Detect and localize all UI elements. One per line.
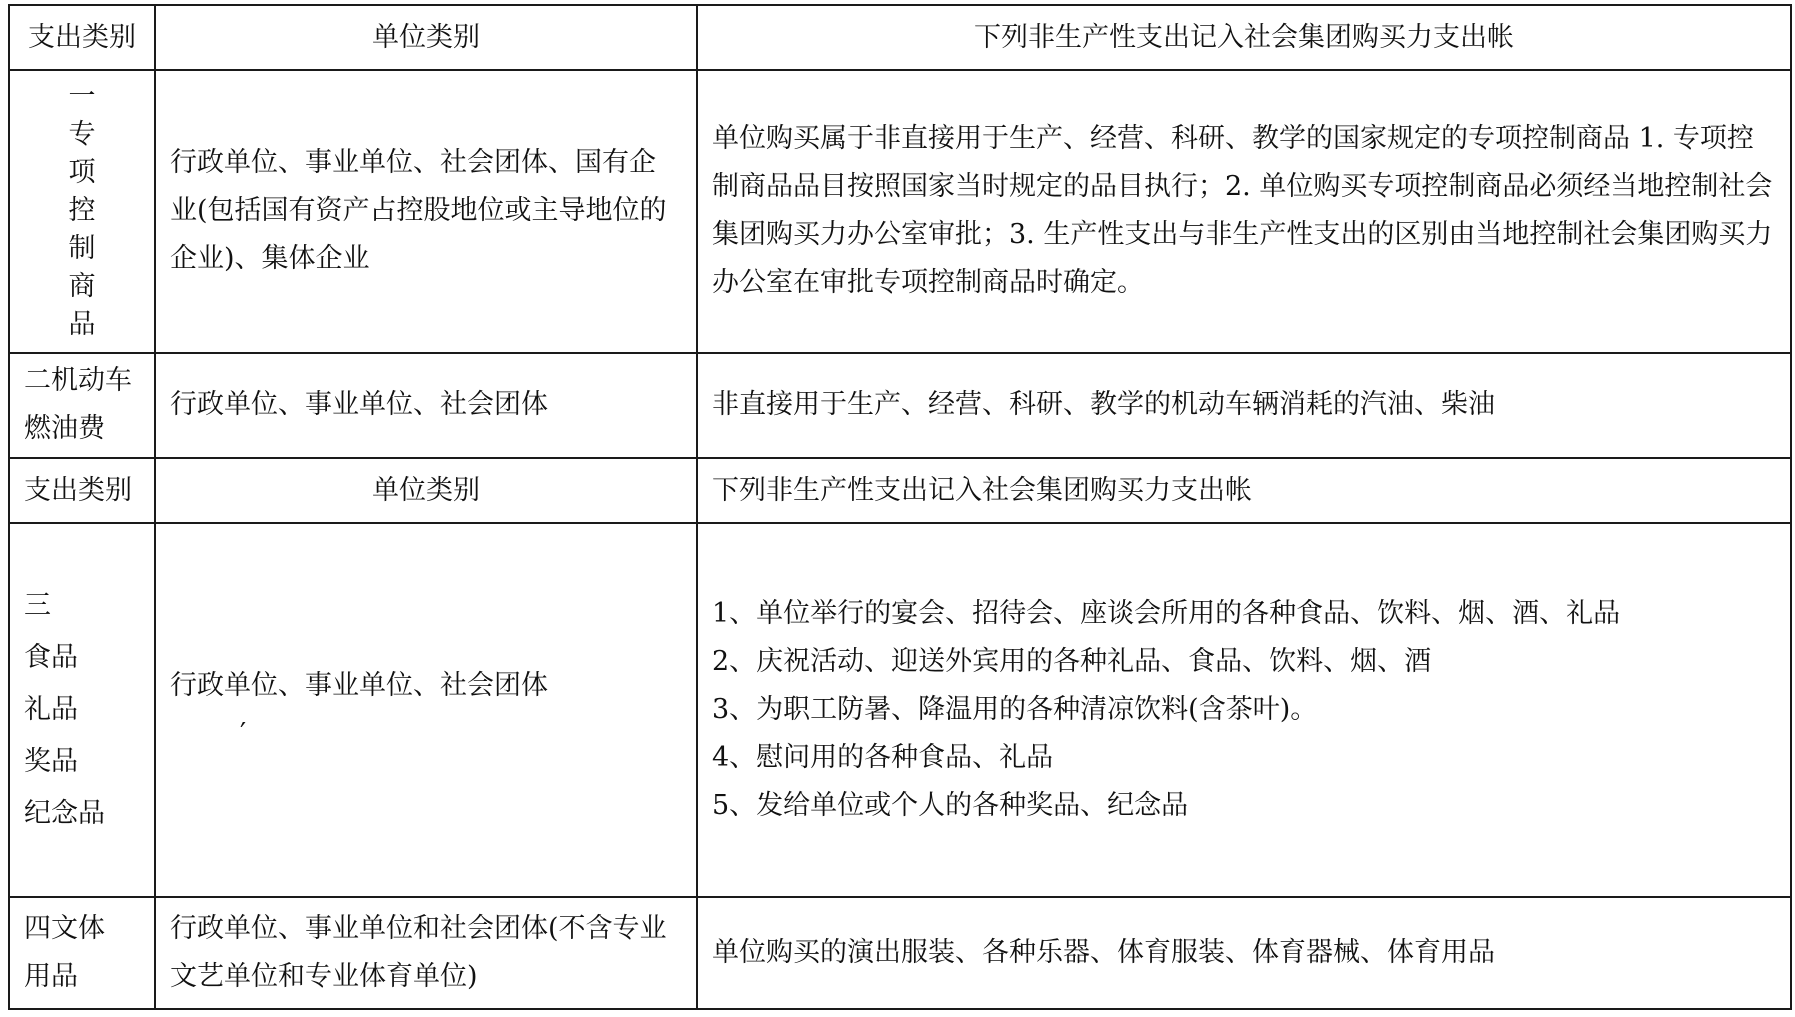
category-char: 一 bbox=[68, 81, 96, 113]
header-row bbox=[9, 5, 1791, 70]
description-cell: 单位购买属于非直接用于生产、经营、科研、教学的国家规定的专项控制商品 1. 专项控制商品品目按照国家当时规定的品目执行；2. 单位购买专项控制商品必须经当地控制社会集团购买力办公室审批；3. 生产性支出与非生产性支出的区别由当地控制社会集团购买力办公室在审批专项控制商品时确定。 bbox=[697, 70, 1791, 352]
category-char: 制 bbox=[68, 233, 96, 265]
description-cell: 单位购买的演出服装、各种乐器、体育服装、体育器械、体育用品 bbox=[697, 897, 1791, 1009]
unit-cell bbox=[155, 523, 697, 897]
header-col-description: 下列非生产性支出记入社会集团购买力支出帐 bbox=[697, 5, 1791, 70]
list-item: 1、单位举行的宴会、招待会、座谈会所用的各种食品、饮料、烟、酒、礼品 bbox=[712, 598, 1621, 630]
category-cell bbox=[9, 70, 155, 352]
category-char: 项 bbox=[68, 157, 96, 189]
header-row bbox=[9, 458, 1791, 523]
category-line: 二机动车 bbox=[24, 365, 132, 397]
header-col-category: 支出类别 bbox=[9, 5, 155, 70]
category-char: 商 bbox=[68, 271, 96, 303]
table-row bbox=[9, 353, 1791, 458]
category-char: 控 bbox=[68, 195, 96, 227]
description-cell: 非直接用于生产、经营、科研、教学的机动车辆消耗的汽油、柴油 bbox=[697, 353, 1791, 458]
unit-text: 行政单位、事业单位、社会团体 bbox=[170, 670, 548, 702]
category-line: 礼品 bbox=[24, 694, 78, 726]
category-char: 专 bbox=[68, 119, 96, 151]
stray-mark: ′ bbox=[240, 718, 247, 750]
table-row bbox=[9, 70, 1791, 352]
category-char: 品 bbox=[68, 309, 96, 341]
list-item: 2、庆祝活动、迎送外宾用的各种礼品、食品、饮料、烟、酒 bbox=[712, 646, 1432, 678]
list-item: 4、慰问用的各种食品、礼品 bbox=[712, 742, 1054, 774]
category-line: 食品 bbox=[24, 642, 78, 674]
category-cell bbox=[9, 523, 155, 897]
category-line: 用品 bbox=[24, 961, 78, 993]
list-item: 5、发给单位或个人的各种奖品、纪念品 bbox=[712, 790, 1189, 822]
unit-cell: 行政单位、事业单位和社会团体(不含专业文艺单位和专业体育单位) bbox=[155, 897, 697, 1009]
description-cell bbox=[697, 523, 1791, 897]
header-col-category: 支出类别 bbox=[9, 458, 155, 523]
unit-cell: 行政单位、事业单位、社会团体、国有企业(包括国有资产占控股地位或主导地位的企业)、集体企业 bbox=[155, 70, 697, 352]
category-cell bbox=[9, 897, 155, 1009]
category-line: 纪念品 bbox=[24, 798, 105, 830]
table-row bbox=[9, 897, 1791, 1009]
category-line: 三 bbox=[24, 590, 51, 622]
table-row bbox=[9, 523, 1791, 897]
category-line: 燃油费 bbox=[24, 413, 105, 445]
expenditure-table bbox=[8, 4, 1792, 1010]
header-col-description: 下列非生产性支出记入社会集团购买力支出帐 bbox=[697, 458, 1791, 523]
category-cell bbox=[9, 353, 155, 458]
header-col-unit: 单位类别 bbox=[155, 458, 697, 523]
header-col-unit: 单位类别 bbox=[155, 5, 697, 70]
category-line: 四文体 bbox=[24, 913, 105, 945]
category-line: 奖品 bbox=[24, 746, 78, 778]
list-item: 3、为职工防暑、降温用的各种清凉饮料(含茶叶)。 bbox=[712, 694, 1318, 726]
unit-cell: 行政单位、事业单位、社会团体 bbox=[155, 353, 697, 458]
